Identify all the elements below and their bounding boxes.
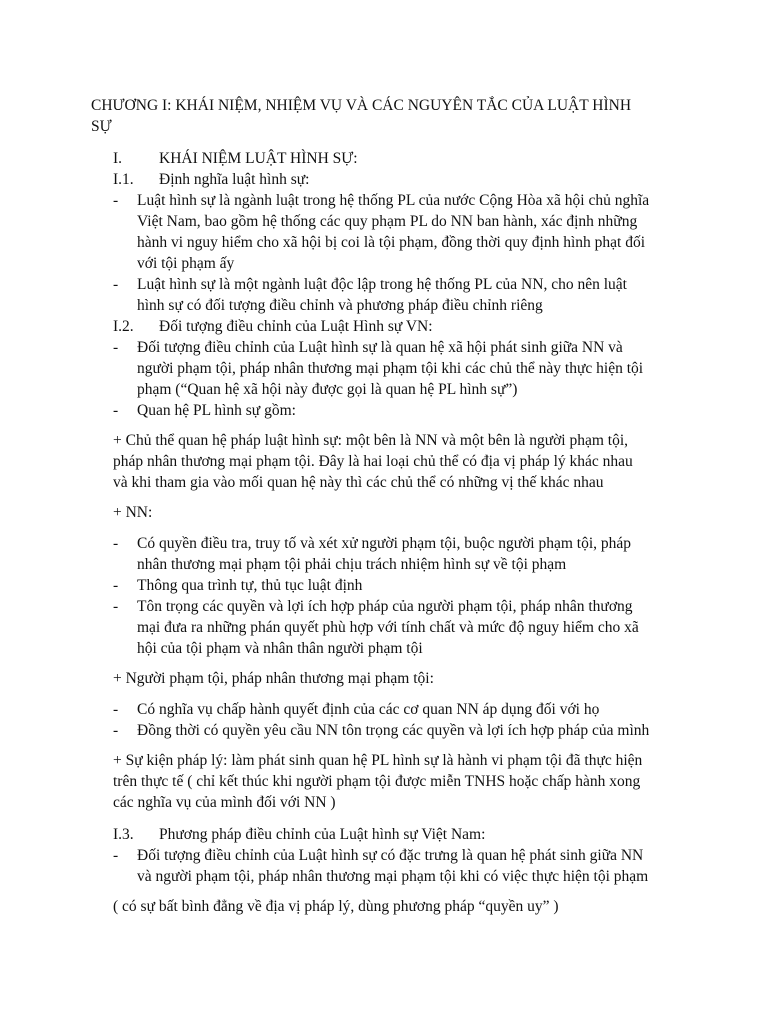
bullet-dash: -	[113, 577, 119, 594]
chapter-title-line-1: CHƯƠNG I: KHÁI NIỆM, NHIỆM VỤ VÀ CÁC NGUYÊN TẮC CỦA LUẬT HÌNH	[91, 97, 632, 114]
section-number: I.	[113, 150, 123, 167]
bullet-line: Quan hệ PL hình sự gồm:	[137, 402, 296, 419]
bullet-dash: -	[113, 701, 119, 718]
subsection-heading: Phương pháp điều chỉnh của Luật hình sự Việt Nam:	[159, 826, 486, 843]
bullet-dash: -	[113, 402, 119, 419]
bullet-line: mại đưa ra những phán quyết phù hợp với tính chất và mức độ nguy hiểm cho xã	[137, 619, 639, 636]
bullet-line: Thông qua trình tự, thủ tục luật định	[137, 577, 363, 594]
paragraph-line: ( có sự bất bình đẳng về địa vị pháp lý, dùng phương pháp “quyền uy” )	[113, 898, 559, 915]
paragraph-line: + Người phạm tội, pháp nhân thương mại phạm tội:	[113, 670, 434, 687]
bullet-line: và người phạm tội, pháp nhân thương mại phạm tội khi có việc thực hiện tội phạm	[137, 868, 649, 885]
subsection-number: I.3.	[113, 826, 134, 843]
section-heading: KHÁI NIỆM LUẬT HÌNH SỰ:	[159, 150, 358, 167]
bullet-line: hình sự có đối tượng điều chỉnh và phương pháp điều chỉnh riêng	[137, 297, 543, 314]
bullet-dash: -	[113, 339, 119, 356]
subsection-number: I.1.	[113, 171, 134, 188]
bullet-dash: -	[113, 192, 119, 209]
bullet-line: Tôn trọng các quyền và lợi ích hợp pháp của người phạm tội, pháp nhân thương	[137, 598, 633, 615]
paragraph-line: và khi tham gia vào mối quan hệ này thì các chủ thể có những vị thế khác nhau	[113, 474, 604, 491]
paragraph-line: + NN:	[113, 504, 153, 521]
bullet-line: Đối tượng điều chỉnh của Luật hình sự có đặc trưng là quan hệ phát sinh giữa NN	[137, 847, 644, 864]
bullet-line: Việt Nam, bao gồm hệ thống các quy phạm PL do NN ban hành, xác định những	[137, 213, 638, 230]
bullet-dash: -	[113, 847, 119, 864]
bullet-line: Có nghĩa vụ chấp hành quyết định của các cơ quan NN áp dụng đối với họ	[137, 701, 600, 718]
bullet-line: nhân thương mại phạm tội phải chịu trách nhiệm hình sự về tội phạm	[137, 556, 567, 573]
bullet-line: Đối tượng điều chỉnh của Luật hình sự là quan hệ xã hội phát sinh giữa NN và	[137, 339, 623, 356]
bullet-line: với tội phạm ấy	[137, 255, 235, 272]
bullet-dash: -	[113, 598, 119, 615]
bullet-line: Có quyền điều tra, truy tố và xét xử người phạm tội, buộc người phạm tội, pháp	[137, 535, 632, 552]
bullet-dash: -	[113, 722, 119, 739]
subsection-heading: Đối tượng điều chỉnh của Luật Hình sự VN:	[159, 318, 433, 335]
paragraph-line: + Sự kiện pháp lý: làm phát sinh quan hệ PL hình sự là hành vi phạm tội đã thực hiện	[113, 752, 643, 769]
paragraph-line: các nghĩa vụ của mình đối với NN )	[113, 794, 336, 811]
bullet-line: Đồng thời có quyền yêu cầu NN tôn trọng các quyền và lợi ích hợp pháp của mình	[137, 722, 650, 739]
paragraph-line: pháp nhân thương mại phạm tội. Đây là hai loại chủ thể có địa vị pháp lý khác nhau	[113, 453, 633, 470]
bullet-line: Luật hình sự là một ngành luật độc lập trong hệ thống PL của NN, cho nên luật	[137, 276, 627, 293]
paragraph-line: trên thực tế ( chỉ kết thúc khi người phạm tội được miễn TNHS hoặc chấp hành xong	[113, 773, 641, 790]
chapter-title-line-2: SỰ	[91, 118, 112, 135]
bullet-line: hành vi nguy hiểm cho xã hội bị coi là tội phạm, đồng thời quy định hình phạt đối	[137, 234, 646, 251]
bullet-line: hội của tội phạm và nhân thân người phạm tội	[137, 640, 423, 657]
bullet-line: phạm (“Quan hệ xã hội này được gọi là quan hệ PL hình sự”)	[137, 381, 518, 398]
subsection-heading: Định nghĩa luật hình sự:	[159, 171, 310, 188]
bullet-line: Luật hình sự là ngành luật trong hệ thống PL của nước Cộng Hòa xã hội chủ nghĩa	[137, 192, 650, 209]
paragraph-line: + Chủ thể quan hệ pháp luật hình sự: một bên là NN và một bên là người phạm tội,	[113, 432, 629, 449]
subsection-number: I.2.	[113, 318, 134, 335]
bullet-line: người phạm tội, pháp nhân thương mại phạm tội khi các chủ thể này thực hiện tội	[137, 360, 644, 377]
bullet-dash: -	[113, 535, 119, 552]
bullet-dash: -	[113, 276, 119, 293]
